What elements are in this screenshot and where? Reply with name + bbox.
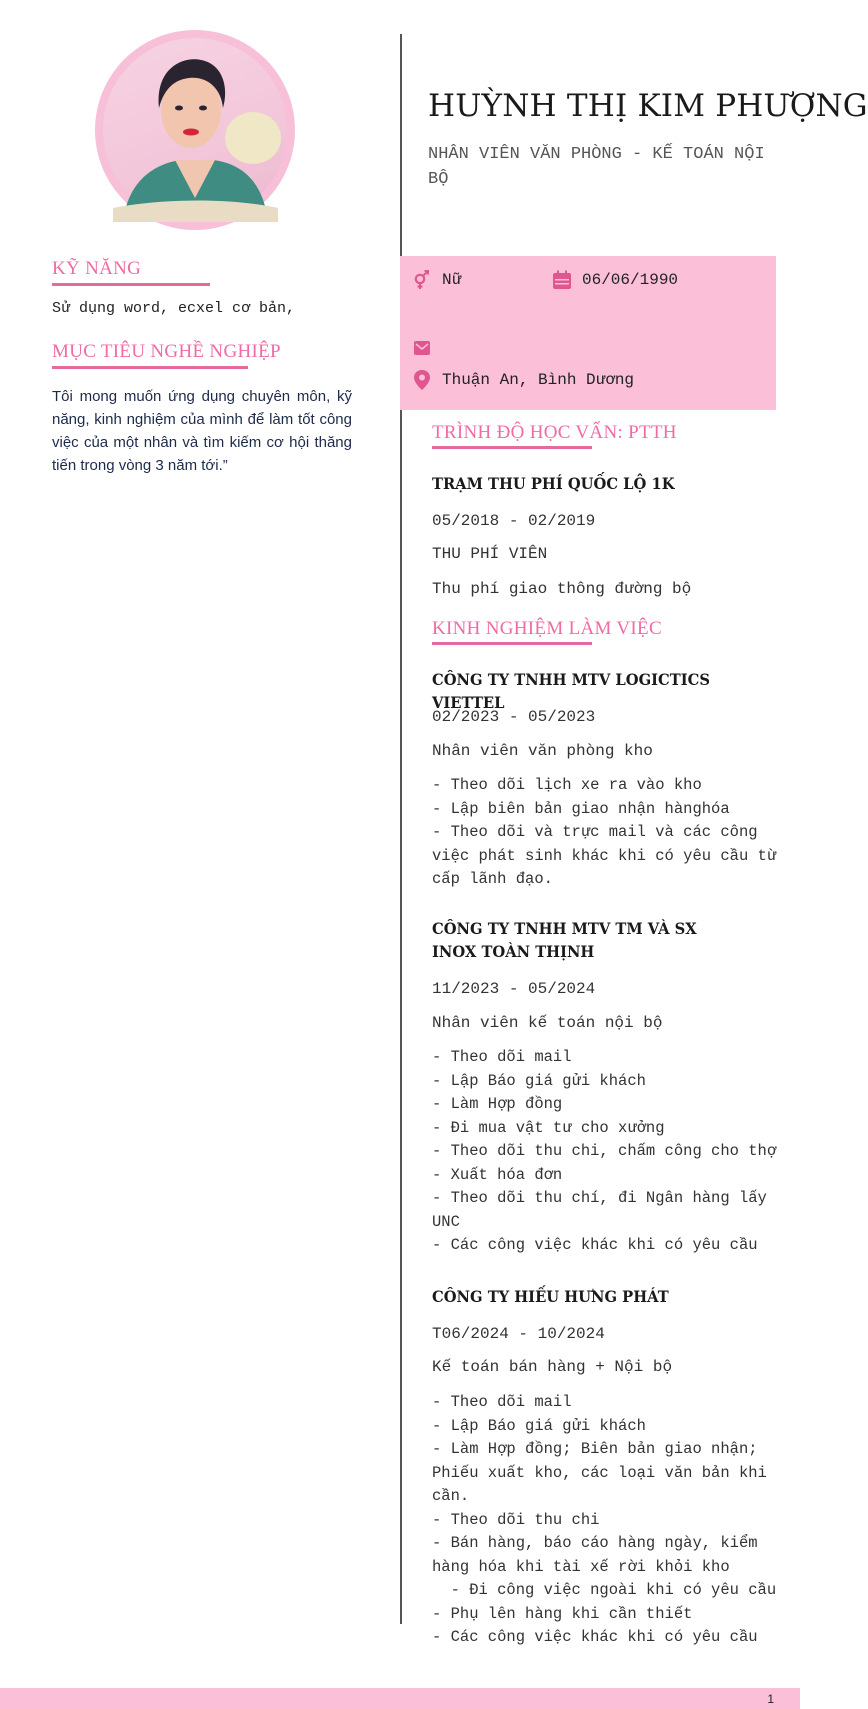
education-period: 05/2018 - 02/2019 (432, 512, 596, 530)
page-number: 1 (767, 1692, 774, 1706)
calendar-icon (552, 270, 572, 290)
skills-heading: KỸ NĂNG (52, 258, 142, 279)
map-marker-icon (412, 370, 432, 390)
job-2-role: Nhân viên kế toán nội bộ (432, 1014, 663, 1032)
objective-heading-underline (52, 366, 248, 369)
envelope-icon (412, 338, 432, 358)
job-3-desc: - Theo dõi mail - Lập Báo giá gửi khách - Làm Hợp đồng; Biên bản giao nhận; Phiếu xuất kho, các loại văn bản khi cần. - Theo dõi thu chi - Bán hàng, báo cáo hàng ngày, kiểm hàng hóa khi tài xế rời khỏi kho - Đi công việc ngoài khi có yêu cầu - Phụ lên hàng khi cần thiết - Các công việc khác khi có yêu cầu (432, 1393, 777, 1646)
education-desc: Thu phí giao thông đường bộ (432, 580, 692, 598)
education-heading: TRÌNH ĐỘ HỌC VẤN: PTTH (432, 422, 677, 443)
email-item (412, 338, 442, 358)
full-name: HUỲNH THỊ KIM PHƯỢNG (428, 88, 868, 124)
education-heading-underline (432, 446, 592, 449)
gender-item (412, 270, 461, 290)
personal-info-box (400, 256, 776, 410)
person-photo-icon (103, 38, 287, 222)
gender-value: Nữ (442, 271, 462, 289)
job-1-role: Nhân viên văn phòng kho (432, 742, 653, 760)
job-1-period: 02/2023 - 05/2023 (432, 708, 596, 726)
job-2-company: CÔNG TY TNHH MTV TM VÀ SX INOX TOÀN THỊNH (432, 919, 697, 961)
dob-item (552, 270, 678, 290)
job-2-period: 11/2023 - 05/2024 (432, 980, 596, 998)
address-value: Thuận An, Bình Dương (442, 371, 635, 389)
dob-value: 06/06/1990 (582, 271, 679, 289)
skills-text: Sử dụng word, ecxel cơ bản, (52, 300, 296, 317)
address-item (412, 370, 634, 390)
avatar (95, 30, 295, 230)
job-1-company: CÔNG TY TNHH MTV LOGICTICS VIETTEL (432, 670, 710, 712)
education-role: THU PHÍ VIÊN (432, 545, 548, 563)
education-org: TRẠM THU PHÍ QUỐC LỘ 1K (432, 474, 675, 493)
job-3-company: CÔNG TY HIẾU HƯNG PHÁT (432, 1287, 669, 1306)
profile-photo (103, 38, 287, 222)
gender-icon (412, 270, 432, 290)
experience-heading-underline (432, 642, 592, 645)
objective-text: Tôi mong muốn ứng dụng chuyên môn, kỹ năng, kinh nghiệm của mình để làm tốt công việc của một nhân và tìm kiếm cơ hội thăng tiến trong vòng 3 năm tới.” (52, 388, 352, 474)
objective-heading: MỤC TIÊU NGHỀ NGHIỆP (52, 341, 281, 362)
experience-heading: KINH NGHIỆM LÀM VIỆC (432, 618, 662, 639)
page-footer (0, 1688, 800, 1709)
job-3-period: T06/2024 - 10/2024 (432, 1325, 605, 1343)
job-2-desc: - Theo dõi mail - Lập Báo giá gửi khách - Làm Hợp đồng - Đi mua vật tư cho xưởng - Theo dõi thu chi, chấm công cho thợ - Xuất hóa đơn - Theo dõi thu chí, đi Ngân hàng lấy UNC - Các công việc khác khi có yêu cầu (432, 1048, 777, 1254)
job-1-desc: - Theo dõi lịch xe ra vào kho - Lập biên bản giao nhận hànghóa - Theo dõi và trực mail và các công việc phát sinh khác khi có yêu cầu từ cấp lãnh đạo. (432, 776, 777, 888)
job-title: NHÂN VIÊN VĂN PHÒNG - KẾ TOÁN NỘI BỘ (428, 145, 765, 189)
job-3-role: Kế toán bán hàng + Nội bộ (432, 1358, 673, 1376)
skills-heading-underline (52, 283, 210, 286)
